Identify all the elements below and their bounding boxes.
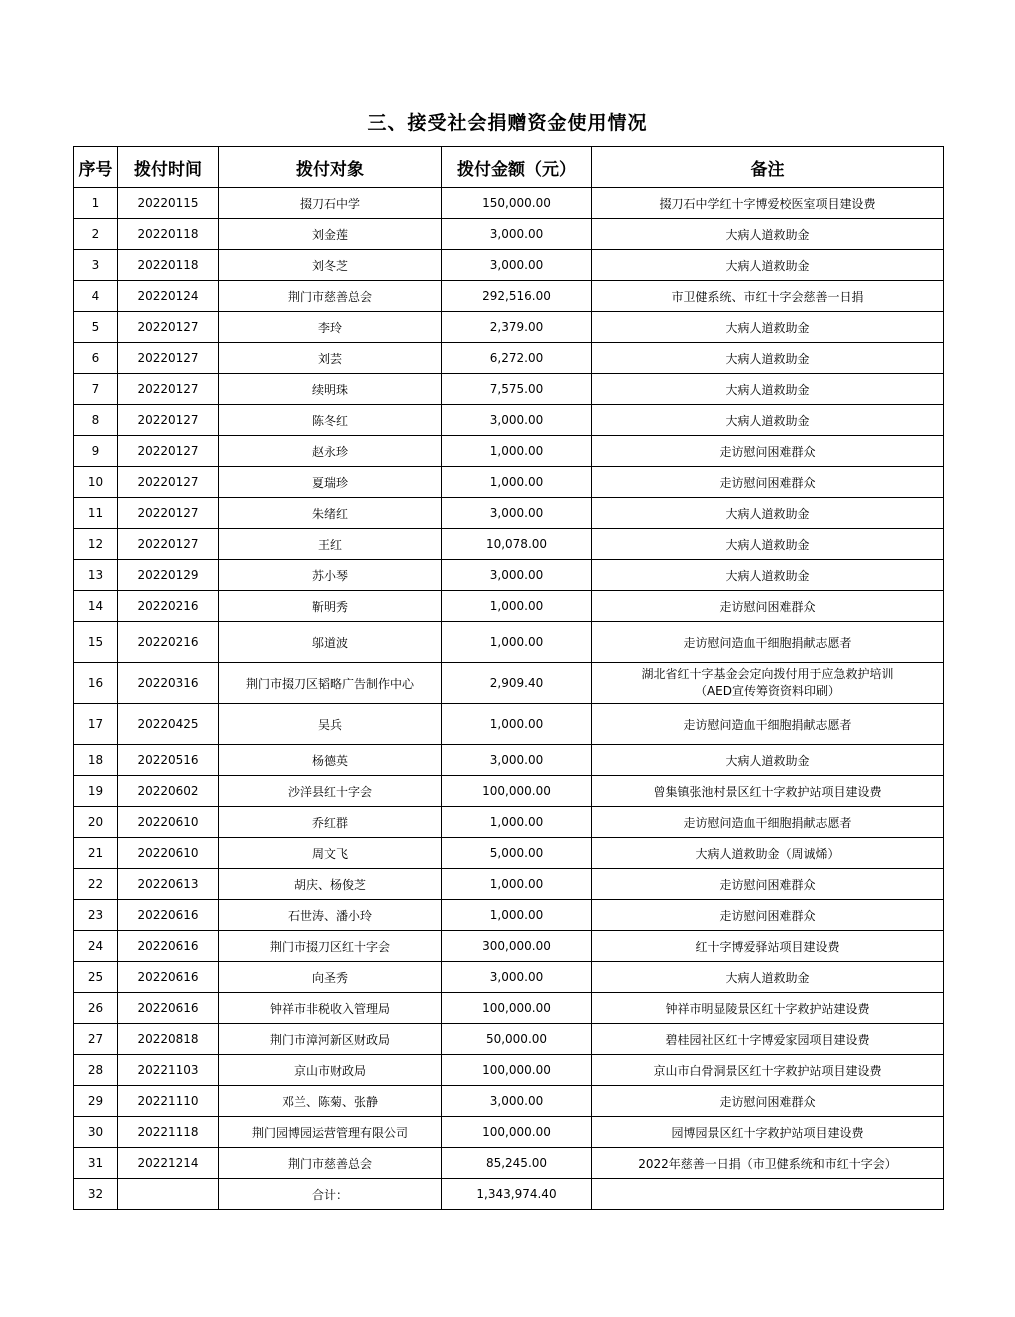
cell-date: 20220127 — [118, 529, 219, 560]
table-row — [74, 467, 944, 498]
table-row — [74, 838, 944, 869]
cell-date: 20220516 — [118, 745, 219, 776]
cell-recipient: 向圣秀 — [219, 962, 442, 993]
cell-date: 20220118 — [118, 250, 219, 281]
cell-amount: 292,516.00 — [442, 281, 592, 312]
cell-amount: 1,000.00 — [442, 436, 592, 467]
cell-recipient: 续明珠 — [219, 374, 442, 405]
table-row — [74, 1024, 944, 1055]
cell-date: 20220115 — [118, 188, 219, 219]
header-recipient: 拨付对象 — [219, 147, 442, 188]
cell-date: 20220127 — [118, 312, 219, 343]
table-row — [74, 869, 944, 900]
table-row — [74, 591, 944, 622]
cell-no: 23 — [74, 900, 118, 931]
cell-amount: 1,000.00 — [442, 622, 592, 663]
cell-amount: 2,909.40 — [442, 663, 592, 704]
table-row — [74, 529, 944, 560]
cell-no: 16 — [74, 663, 118, 704]
header-date: 拨付时间 — [118, 147, 219, 188]
cell-recipient: 荆门园博园运营管理有限公司 — [219, 1117, 442, 1148]
cell-no: 2 — [74, 219, 118, 250]
cell-recipient: 李玲 — [219, 312, 442, 343]
cell-amount: 3,000.00 — [442, 498, 592, 529]
cell-amount: 85,245.00 — [442, 1148, 592, 1179]
cell-amount: 3,000.00 — [442, 405, 592, 436]
total-note — [592, 1179, 944, 1210]
cell-date: 20220216 — [118, 622, 219, 663]
cell-amount: 1,000.00 — [442, 900, 592, 931]
table-row — [74, 498, 944, 529]
cell-amount: 6,272.00 — [442, 343, 592, 374]
cell-recipient: 苏小琴 — [219, 560, 442, 591]
cell-date: 20220216 — [118, 591, 219, 622]
table-row — [74, 745, 944, 776]
table-row — [74, 1117, 944, 1148]
table-row — [74, 807, 944, 838]
table-row — [74, 560, 944, 591]
cell-note: 曾集镇张池村景区红十字救护站项目建设费 — [592, 776, 944, 807]
cell-note: 大病人道救助金 — [592, 745, 944, 776]
total-amount: 1,343,974.40 — [442, 1179, 592, 1210]
cell-note: 2022年慈善一日捐（市卫健系统和市红十字会） — [592, 1148, 944, 1179]
cell-no: 13 — [74, 560, 118, 591]
page-title: 三、接受社会捐赠资金使用情况 — [367, 112, 648, 134]
cell-note: 大病人道救助金 — [592, 374, 944, 405]
cell-note: 大病人道救助金 — [592, 312, 944, 343]
cell-date: 20220127 — [118, 374, 219, 405]
cell-date: 20221118 — [118, 1117, 219, 1148]
cell-note: 京山市白骨洞景区红十字救护站项目建设费 — [592, 1055, 944, 1086]
cell-recipient: 陈冬红 — [219, 405, 442, 436]
cell-recipient: 邬道波 — [219, 622, 442, 663]
cell-note: 走访慰问困难群众 — [592, 900, 944, 931]
cell-recipient: 周文飞 — [219, 838, 442, 869]
cell-amount: 300,000.00 — [442, 931, 592, 962]
cell-recipient: 赵永珍 — [219, 436, 442, 467]
cell-recipient: 刘金莲 — [219, 219, 442, 250]
table-row — [74, 962, 944, 993]
cell-date: 20220127 — [118, 498, 219, 529]
cell-note: 红十字博爱驿站项目建设费 — [592, 931, 944, 962]
table-row — [74, 900, 944, 931]
cell-amount: 3,000.00 — [442, 1086, 592, 1117]
cell-amount: 1,000.00 — [442, 591, 592, 622]
total-no: 32 — [74, 1179, 118, 1210]
cell-date: 20220616 — [118, 993, 219, 1024]
cell-note: 园博园景区红十字救护站项目建设费 — [592, 1117, 944, 1148]
cell-recipient: 荆门市掇刀区韬略广告制作中心 — [219, 663, 442, 704]
cell-recipient: 吴兵 — [219, 704, 442, 745]
cell-no: 8 — [74, 405, 118, 436]
cell-no: 15 — [74, 622, 118, 663]
cell-amount: 1,000.00 — [442, 704, 592, 745]
cell-recipient: 钟祥市非税收入管理局 — [219, 993, 442, 1024]
cell-no: 10 — [74, 467, 118, 498]
cell-date: 20220127 — [118, 436, 219, 467]
cell-note: 走访慰问困难群众 — [592, 1086, 944, 1117]
cell-date: 20220616 — [118, 900, 219, 931]
cell-date: 20220118 — [118, 219, 219, 250]
table-row — [74, 1055, 944, 1086]
cell-no: 27 — [74, 1024, 118, 1055]
cell-recipient: 邓兰、陈菊、张静 — [219, 1086, 442, 1117]
cell-note: 大病人道救助金 — [592, 560, 944, 591]
cell-no: 9 — [74, 436, 118, 467]
header-amount: 拨付金额（元） — [442, 147, 592, 188]
cell-recipient: 朱绪红 — [219, 498, 442, 529]
cell-date: 20220616 — [118, 931, 219, 962]
cell-amount: 100,000.00 — [442, 1055, 592, 1086]
cell-no: 3 — [74, 250, 118, 281]
cell-amount: 5,000.00 — [442, 838, 592, 869]
header-note: 备注 — [592, 147, 944, 188]
cell-amount: 7,575.00 — [442, 374, 592, 405]
cell-amount: 50,000.00 — [442, 1024, 592, 1055]
cell-note — [592, 663, 944, 704]
header-no: 序号 — [74, 147, 118, 188]
cell-no: 30 — [74, 1117, 118, 1148]
cell-recipient: 荆门市漳河新区财政局 — [219, 1024, 442, 1055]
table-row — [74, 776, 944, 807]
cell-recipient: 掇刀石中学 — [219, 188, 442, 219]
cell-date: 20221110 — [118, 1086, 219, 1117]
cell-recipient: 刘冬芝 — [219, 250, 442, 281]
cell-amount: 3,000.00 — [442, 962, 592, 993]
cell-no: 7 — [74, 374, 118, 405]
table-row — [74, 343, 944, 374]
table-row — [74, 1148, 944, 1179]
cell-note: 大病人道救助金 — [592, 250, 944, 281]
cell-amount: 1,000.00 — [442, 869, 592, 900]
cell-no: 4 — [74, 281, 118, 312]
donation-usage-table — [73, 146, 944, 1210]
cell-no: 24 — [74, 931, 118, 962]
table-row — [74, 188, 944, 219]
cell-note: 走访慰问困难群众 — [592, 436, 944, 467]
cell-note: 市卫健系统、市红十字会慈善一日捐 — [592, 281, 944, 312]
cell-amount: 150,000.00 — [442, 188, 592, 219]
cell-note: 大病人道救助金 — [592, 529, 944, 560]
cell-date: 20221214 — [118, 1148, 219, 1179]
table-row — [74, 993, 944, 1024]
cell-date: 20220610 — [118, 838, 219, 869]
cell-date: 20220127 — [118, 405, 219, 436]
cell-date: 20220129 — [118, 560, 219, 591]
table-row — [74, 312, 944, 343]
cell-no: 12 — [74, 529, 118, 560]
cell-amount: 1,000.00 — [442, 467, 592, 498]
cell-date: 20220602 — [118, 776, 219, 807]
cell-recipient: 沙洋县红十字会 — [219, 776, 442, 807]
cell-amount: 10,078.00 — [442, 529, 592, 560]
cell-date: 20220425 — [118, 704, 219, 745]
cell-note: 钟祥市明显陵景区红十字救护站建设费 — [592, 993, 944, 1024]
cell-no: 6 — [74, 343, 118, 374]
cell-note: 大病人道救助金 — [592, 962, 944, 993]
cell-no: 20 — [74, 807, 118, 838]
table-row — [74, 374, 944, 405]
table-row — [74, 622, 944, 663]
cell-note: 大病人道救助金（周诚烯） — [592, 838, 944, 869]
table-row — [74, 219, 944, 250]
cell-note-line1: 湖北省红十字基金会定向拨付用于应急救护培训 — [641, 667, 894, 681]
cell-note: 大病人道救助金 — [592, 498, 944, 529]
cell-recipient: 刘芸 — [219, 343, 442, 374]
table-row — [74, 663, 944, 704]
cell-amount: 1,000.00 — [442, 807, 592, 838]
cell-recipient: 乔红群 — [219, 807, 442, 838]
cell-recipient: 荆门市慈善总会 — [219, 281, 442, 312]
table-row — [74, 436, 944, 467]
cell-no: 11 — [74, 498, 118, 529]
cell-recipient: 石世涛、潘小玲 — [219, 900, 442, 931]
cell-note: 大病人道救助金 — [592, 219, 944, 250]
cell-no: 1 — [74, 188, 118, 219]
cell-date: 20220127 — [118, 343, 219, 374]
cell-note: 碧桂园社区红十字博爱家园项目建设费 — [592, 1024, 944, 1055]
cell-amount: 3,000.00 — [442, 745, 592, 776]
cell-no: 25 — [74, 962, 118, 993]
cell-no: 5 — [74, 312, 118, 343]
cell-note: 掇刀石中学红十字博爱校医室项目建设费 — [592, 188, 944, 219]
cell-date: 20220127 — [118, 467, 219, 498]
cell-no: 22 — [74, 869, 118, 900]
cell-no: 29 — [74, 1086, 118, 1117]
cell-amount: 100,000.00 — [442, 993, 592, 1024]
table-row — [74, 405, 944, 436]
cell-recipient: 靳明秀 — [219, 591, 442, 622]
table-row — [74, 250, 944, 281]
cell-no: 31 — [74, 1148, 118, 1179]
cell-no: 18 — [74, 745, 118, 776]
cell-amount: 3,000.00 — [442, 560, 592, 591]
table-body — [74, 188, 944, 1210]
cell-date: 20220818 — [118, 1024, 219, 1055]
cell-no: 28 — [74, 1055, 118, 1086]
cell-no: 26 — [74, 993, 118, 1024]
table-row — [74, 931, 944, 962]
cell-date: 20220616 — [118, 962, 219, 993]
total-label: 合计： — [219, 1179, 442, 1210]
cell-date: 20220610 — [118, 807, 219, 838]
cell-amount: 100,000.00 — [442, 1117, 592, 1148]
table-row — [74, 281, 944, 312]
table-row — [74, 704, 944, 745]
cell-recipient: 京山市财政局 — [219, 1055, 442, 1086]
cell-note: 走访慰问困难群众 — [592, 869, 944, 900]
cell-no: 19 — [74, 776, 118, 807]
cell-recipient: 胡庆、杨俊芝 — [219, 869, 442, 900]
cell-no: 17 — [74, 704, 118, 745]
cell-recipient: 荆门市慈善总会 — [219, 1148, 442, 1179]
total-row — [74, 1179, 944, 1210]
cell-no: 14 — [74, 591, 118, 622]
cell-note-line2: （AED宣传筹资资料印刷） — [694, 684, 841, 698]
cell-date: 20220613 — [118, 869, 219, 900]
header-row — [74, 147, 944, 188]
cell-no: 21 — [74, 838, 118, 869]
cell-recipient: 夏瑞珍 — [219, 467, 442, 498]
cell-recipient: 王红 — [219, 529, 442, 560]
cell-note: 大病人道救助金 — [592, 405, 944, 436]
cell-amount: 100,000.00 — [442, 776, 592, 807]
cell-note: 走访慰问造血干细胞捐献志愿者 — [592, 704, 944, 745]
cell-note: 走访慰问造血干细胞捐献志愿者 — [592, 622, 944, 663]
cell-recipient: 荆门市掇刀区红十字会 — [219, 931, 442, 962]
cell-amount: 2,379.00 — [442, 312, 592, 343]
cell-note: 走访慰问困难群众 — [592, 591, 944, 622]
cell-note: 走访慰问困难群众 — [592, 467, 944, 498]
total-date — [118, 1179, 219, 1210]
table-row — [74, 1086, 944, 1117]
cell-date: 20220124 — [118, 281, 219, 312]
cell-note: 走访慰问造血干细胞捐献志愿者 — [592, 807, 944, 838]
cell-date: 20221103 — [118, 1055, 219, 1086]
cell-date: 20220316 — [118, 663, 219, 704]
cell-recipient: 杨德英 — [219, 745, 442, 776]
cell-note: 大病人道救助金 — [592, 343, 944, 374]
cell-amount: 3,000.00 — [442, 219, 592, 250]
cell-amount: 3,000.00 — [442, 250, 592, 281]
